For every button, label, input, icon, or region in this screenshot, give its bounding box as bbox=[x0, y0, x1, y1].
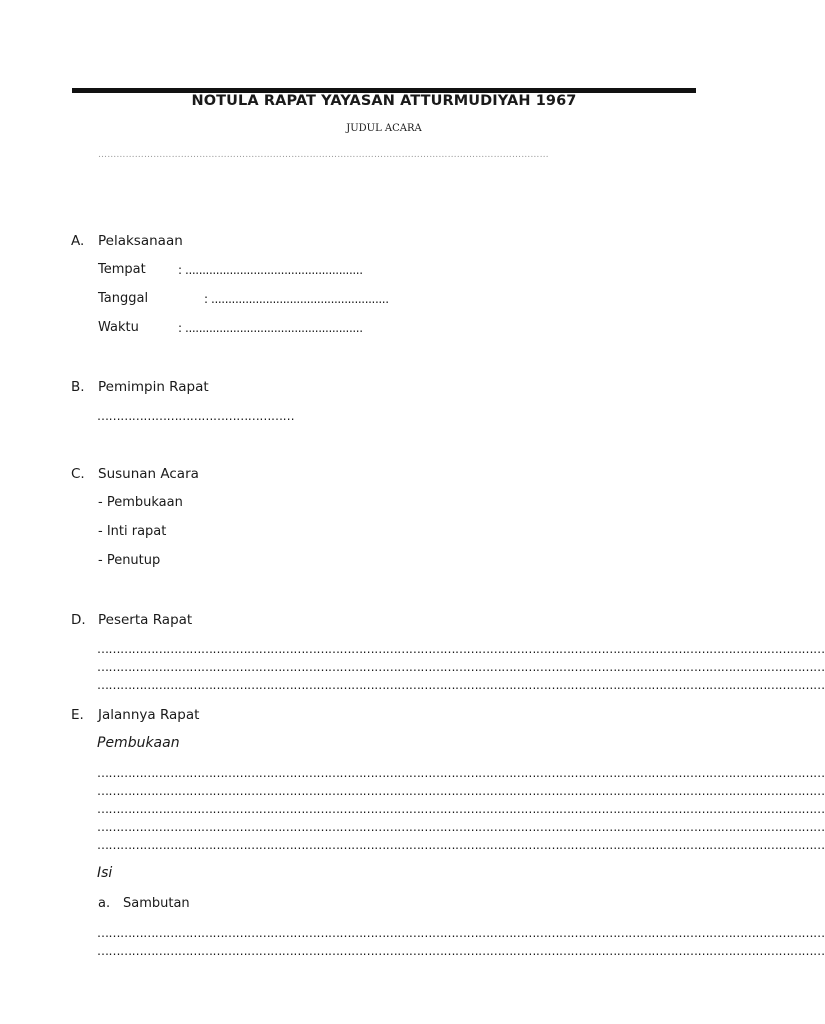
agenda-item: - Penutup bbox=[98, 553, 161, 568]
document-title: NOTULA RAPAT YAYASAN ATTURMUDIYAH 1967 bbox=[191, 93, 577, 109]
section-c-title: Susunan Acara bbox=[98, 466, 199, 482]
section-e-heading bbox=[71, 707, 199, 723]
peserta-line: ……………………………………………………………………………………………………………………………………………………………………… bbox=[97, 642, 825, 656]
waktu-value: : .................................................... bbox=[178, 321, 363, 335]
isi-subheading: Isi bbox=[97, 865, 113, 881]
document-subtitle: JUDUL ACARA bbox=[346, 123, 422, 134]
section-c-heading bbox=[71, 466, 199, 482]
tanggal-value: : .................................................... bbox=[204, 292, 389, 306]
section-d-letter: D. bbox=[71, 612, 86, 628]
section-b-title: Pemimpin Rapat bbox=[98, 379, 209, 395]
section-e-letter: E. bbox=[71, 707, 84, 723]
isi-item-a bbox=[98, 896, 190, 911]
section-d-heading bbox=[71, 612, 192, 628]
agenda-item: - Inti rapat bbox=[98, 524, 167, 539]
section-b-heading bbox=[71, 379, 209, 395]
section-a-title: Pelaksanaan bbox=[98, 233, 183, 249]
tempat-value: : .................................................... bbox=[178, 263, 363, 277]
waktu-label: Waktu bbox=[98, 320, 139, 335]
pemimpin-rapat-line: …………………………………………… bbox=[97, 409, 295, 423]
sambutan-line: ……………………………………………………………………………………………………………………………………………………………………… bbox=[97, 926, 825, 940]
section-a-heading bbox=[71, 233, 183, 249]
peserta-line: ……………………………………………………………………………………………………………………………………………………………………… bbox=[97, 678, 825, 692]
agenda-item: - Pembukaan bbox=[98, 495, 183, 510]
pembukaan-line: ……………………………………………………………………………………………………………………………………………………………………… bbox=[97, 838, 825, 852]
peserta-line: ……………………………………………………………………………………………………………………………………………………………………… bbox=[97, 660, 825, 674]
sambutan-line: ……………………………………………………………………………………………………………………………………………………………………… bbox=[97, 944, 825, 958]
tanggal-label: Tanggal bbox=[98, 291, 149, 306]
section-a-letter: A. bbox=[71, 233, 85, 249]
pembukaan-line: ……………………………………………………………………………………………………………………………………………………………………… bbox=[97, 784, 825, 798]
subtitle-dotted-line: ………………………………………………………………………………………………………………………………… bbox=[98, 150, 549, 160]
section-b-letter: B. bbox=[71, 379, 85, 395]
section-d-title: Peserta Rapat bbox=[98, 612, 193, 628]
isi-item-a-label: Sambutan bbox=[123, 896, 190, 911]
section-e-title: Jalannya Rapat bbox=[98, 707, 200, 723]
tempat-label: Tempat bbox=[98, 262, 146, 277]
pembukaan-line: ……………………………………………………………………………………………………………………………………………………………………… bbox=[97, 766, 825, 780]
pembukaan-subheading: Pembukaan bbox=[97, 735, 180, 751]
pembukaan-line: ……………………………………………………………………………………………………………………………………………………………………… bbox=[97, 802, 825, 816]
isi-item-a-letter: a. bbox=[98, 896, 111, 911]
section-c-letter: C. bbox=[71, 466, 85, 482]
pembukaan-line: ……………………………………………………………………………………………………………………………………………………………………… bbox=[97, 820, 825, 834]
